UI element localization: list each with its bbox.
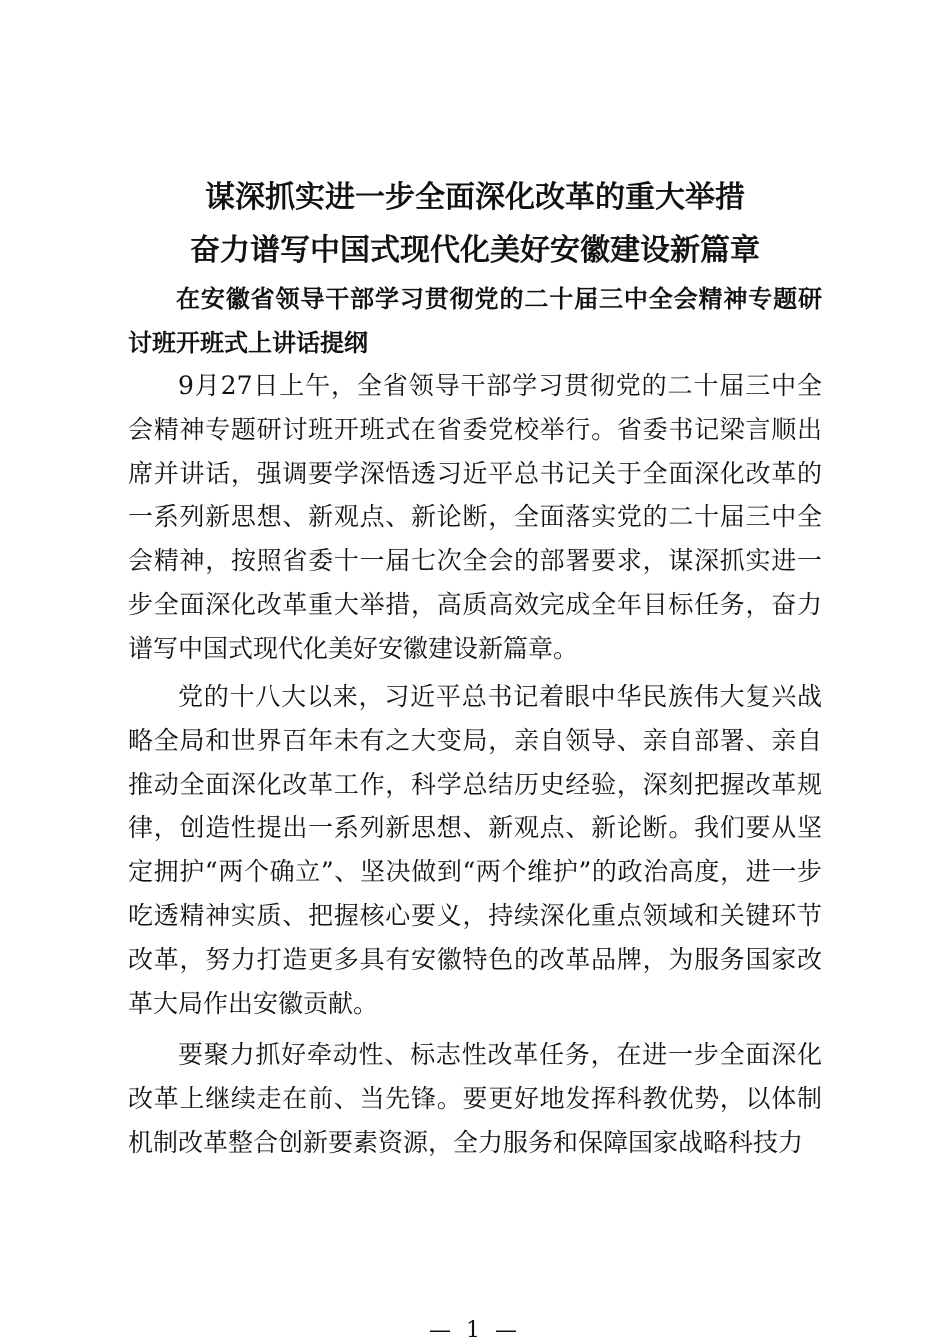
document-title-line-1: 谋深抓实进一步全面深化改革的重大举措 xyxy=(205,180,745,215)
paragraph-1: 9月27日上午，全省领导干部学习贯彻党的二十届三中全会精神专题研讨班开班式在省委党校举行。省委书记梁言顺出席并讲话，强调要学深悟透习近平总书记关于全面深化改革的一系列新思想、新观点、新论断，全面落实党的二十届三中全会精神，按照省委十一届七次全会的部署要求，谋深抓实进一步全面深化改革重大举措，高质高效完成全年目标任务，奋力谱写中国式现代化美好安徽建设新篇章。 xyxy=(128,371,822,663)
paragraph-2: 党的十八大以来，习近平总书记着眼中华民族伟大复兴战略全局和世界百年未有之大变局，亲自领导、亲自部署、亲自推动全面深化改革工作，科学总结历史经验，深刻把握改革规律，创造性提出一系列新思想、新观点、新论断。我们要从坚定拥护“两个确立”、坚决做到“两个维护”的政治高度，进一步吃透精神实质、把握核心要义，持续深化重点领域和关键环节改革，努力打造更多具有安徽特色的改革品牌，为服务国家改革大局作出安徽贡献。 xyxy=(128,682,822,1018)
page-number: — 1 — xyxy=(429,1318,521,1343)
paragraph-3: 要聚力抓好牵动性、标志性改革任务，在进一步全面深化改革上继续走在前、当先锋。要更好地发挥科教优势，以体制机制改革整合创新要素资源，全力服务和保障国家战略科技力 xyxy=(128,1040,822,1157)
document-title-line-2: 奋力谱写中国式现代化美好安徽建设新篇章 xyxy=(190,233,760,268)
document-subtitle: 在安徽省领导干部学习贯彻党的二十届三中全会精神专题研讨班开班式上讲话提纲 xyxy=(128,284,822,357)
